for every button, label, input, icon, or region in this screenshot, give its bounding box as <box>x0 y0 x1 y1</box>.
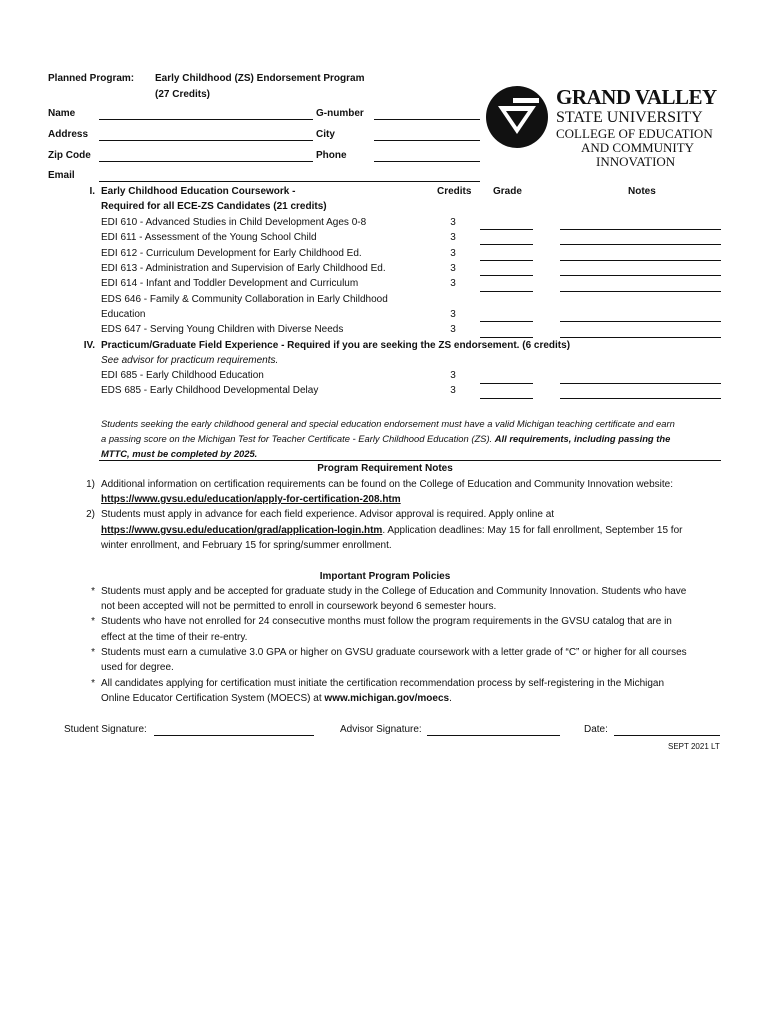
student-signature-label: Student Signature: <box>64 724 147 735</box>
grade-field[interactable] <box>480 321 533 322</box>
course-name: EDI 685 - Early Childhood Education <box>101 370 264 381</box>
grade-field[interactable] <box>480 275 533 276</box>
course-name: EDI 612 - Curriculum Development for Early Childhood Ed. <box>101 248 362 259</box>
policy4-text: Online Educator Certification System (MOECS) at <box>101 693 322 704</box>
section4-note: See advisor for practicum requirements. <box>101 355 279 366</box>
course-name: EDS 685 - Early Childhood Developmental Delay <box>101 385 319 396</box>
requirement-line1: Students seeking the early childhood general and special education endorsement must have a valid Michigan teaching certificate and earn <box>101 418 675 429</box>
notes-field[interactable] <box>560 383 721 384</box>
policy2-line1: Students who have not enrolled for 24 consecutive months must follow the program requirements in the GVSU catalog that are in <box>101 616 672 627</box>
course-name: EDI 614 - Infant and Toddler Development and Curriculum <box>101 278 359 289</box>
section1-numeral: I. <box>89 186 95 197</box>
advisor-signature-label: Advisor Signature: <box>340 724 422 735</box>
notes-field[interactable] <box>560 337 721 338</box>
policy1-line2: not been accepted will not be permitted to enroll in coursework beyond 6 semester hours. <box>101 601 497 612</box>
notes-column-header: Notes <box>628 186 656 197</box>
application-login-link[interactable]: https://www.gvsu.edu/education/grad/application-login.htm <box>101 525 383 536</box>
course-credits: 3 <box>450 278 456 289</box>
divider <box>99 460 721 461</box>
notes-field[interactable] <box>560 398 721 399</box>
requirement-line3: MTTC, must be completed by 2025. <box>101 448 258 459</box>
section4-title: Practicum/Graduate Field Experience - Required if you are seeking the ZS endorsement. (6 credits) <box>101 340 571 351</box>
grade-column-header: Grade <box>493 186 522 197</box>
note-marker: 2) <box>86 509 95 520</box>
policy-bullet: * <box>91 616 95 627</box>
course-credits: 3 <box>450 385 456 396</box>
course-name: EDS 647 - Serving Young Children with Diverse Needs <box>101 324 344 335</box>
program-title: Early Childhood (ZS) Endorsement Program <box>155 73 365 84</box>
policy3-line1: Students must earn a cumulative 3.0 GPA or higher on GVSU graduate coursework with a letter grade of “C” or higher for all courses <box>101 647 687 658</box>
requirement-line2-bold: All requirements, including passing the <box>494 433 671 444</box>
notes-field[interactable] <box>560 229 721 230</box>
email-label: Email <box>48 170 75 181</box>
policy4-line2 <box>101 693 452 705</box>
policy-bullet: * <box>91 647 95 658</box>
note-marker: 1) <box>86 479 95 490</box>
notes-heading: Program Requirement Notes <box>317 463 453 474</box>
name-label: Name <box>48 108 76 119</box>
moecs-link[interactable]: www.michigan.gov/moecs <box>324 693 450 704</box>
course-credits: 3 <box>450 309 456 320</box>
note1-text: Additional information on certification requirements can be found on the College of Education and Community Innovation website: <box>101 479 674 490</box>
policy-bullet: * <box>91 586 95 597</box>
policy1-line1: Students must apply and be accepted for graduate study in the College of Education and Community Innovation. Students who have <box>101 586 687 597</box>
section4-numeral: IV. <box>83 340 95 351</box>
zip-label: Zip Code <box>48 150 91 161</box>
program-credits: (27 Credits) <box>155 89 211 100</box>
note2-line3: winter enrollment, and February 15 for spring/summer enrollment. <box>101 540 392 551</box>
notes-field[interactable] <box>560 275 721 276</box>
date-label: Date: <box>584 724 608 735</box>
name-field[interactable] <box>99 119 313 120</box>
address-label: Address <box>48 129 89 140</box>
footer-code: SEPT 2021 LT <box>668 742 720 751</box>
planned-program-label: Planned Program: <box>48 73 135 84</box>
requirement-line2 <box>101 433 670 444</box>
date-field[interactable] <box>614 735 720 736</box>
email-field[interactable] <box>99 181 480 182</box>
policy2-line2: effect at the time of their re-entry. <box>101 632 248 643</box>
note2-line2 <box>101 525 682 537</box>
course-credits: 3 <box>450 370 456 381</box>
course-credits: 3 <box>450 248 456 259</box>
course-name: EDI 613 - Administration and Supervision of Early Childhood Ed. <box>101 263 386 274</box>
zip-field[interactable] <box>99 161 313 162</box>
grade-field[interactable] <box>480 383 533 384</box>
policies-heading: Important Program Policies <box>319 571 451 582</box>
course-name: EDI 610 - Advanced Studies in Child Development Ages 0-8 <box>101 217 367 228</box>
logo-line3: COLLEGE OF EDUCATION <box>556 126 713 141</box>
grade-field[interactable] <box>480 229 533 230</box>
grade-field[interactable] <box>480 291 533 292</box>
course-name-continued: Education <box>101 309 146 320</box>
credits-column-header: Credits <box>437 186 472 197</box>
course-credits: 3 <box>450 232 456 243</box>
gnumber-field[interactable] <box>374 119 480 120</box>
grade-field[interactable] <box>480 260 533 261</box>
notes-field[interactable] <box>560 260 721 261</box>
section1-subtitle: Required for all ECE-ZS Candidates (21 credits) <box>101 201 327 212</box>
course-credits: 3 <box>450 324 456 335</box>
logo-line1: GRAND VALLEY <box>556 85 717 109</box>
logo-line2: STATE UNIVERSITY <box>556 109 703 126</box>
phone-field[interactable] <box>374 161 480 162</box>
notes-field[interactable] <box>560 291 721 292</box>
notes-field[interactable] <box>560 321 721 322</box>
policy4-end: . <box>449 693 452 704</box>
grade-field[interactable] <box>480 398 533 399</box>
section1-title: Early Childhood Education Coursework - <box>101 186 296 197</box>
grade-field[interactable] <box>480 244 533 245</box>
policy3-line2: used for degree. <box>101 662 174 673</box>
note2-text: Students must apply in advance for each field experience. Advisor approval is required. Apply online at <box>101 509 555 520</box>
city-field[interactable] <box>374 140 480 141</box>
phone-label: Phone <box>316 150 347 161</box>
requirement-line2-text: a passing score on the Michigan Test for Teacher Certificate - Early Childhood Education (ZS). <box>101 433 493 444</box>
note2-deadlines: . Application deadlines: May 15 for fall enrollment, September 15 for <box>382 525 683 536</box>
course-credits: 3 <box>450 263 456 274</box>
course-name: EDI 611 - Assessment of the Young School Child <box>101 232 317 243</box>
student-signature-field[interactable] <box>154 735 314 736</box>
logo-line4: AND COMMUNITY <box>581 140 695 155</box>
gnumber-label: G-number <box>316 108 364 119</box>
course-name: EDS 646 - Family & Community Collaboration in Early Childhood <box>101 294 388 305</box>
policy-bullet: * <box>91 678 95 689</box>
grade-field[interactable] <box>480 337 533 338</box>
address-field[interactable] <box>99 140 313 141</box>
city-label: City <box>316 129 335 140</box>
notes-field[interactable] <box>560 244 721 245</box>
certification-link[interactable]: https://www.gvsu.edu/education/apply-for-certification-208.htm <box>101 494 401 505</box>
course-credits: 3 <box>450 217 456 228</box>
advisor-signature-field[interactable] <box>427 735 560 736</box>
policy4-line1: All candidates applying for certification must initiate the certification recommendation process by self-registering in the Michigan <box>101 678 665 689</box>
logo-line5: INNOVATION <box>596 154 676 169</box>
gvsu-logo-icon <box>484 84 550 150</box>
